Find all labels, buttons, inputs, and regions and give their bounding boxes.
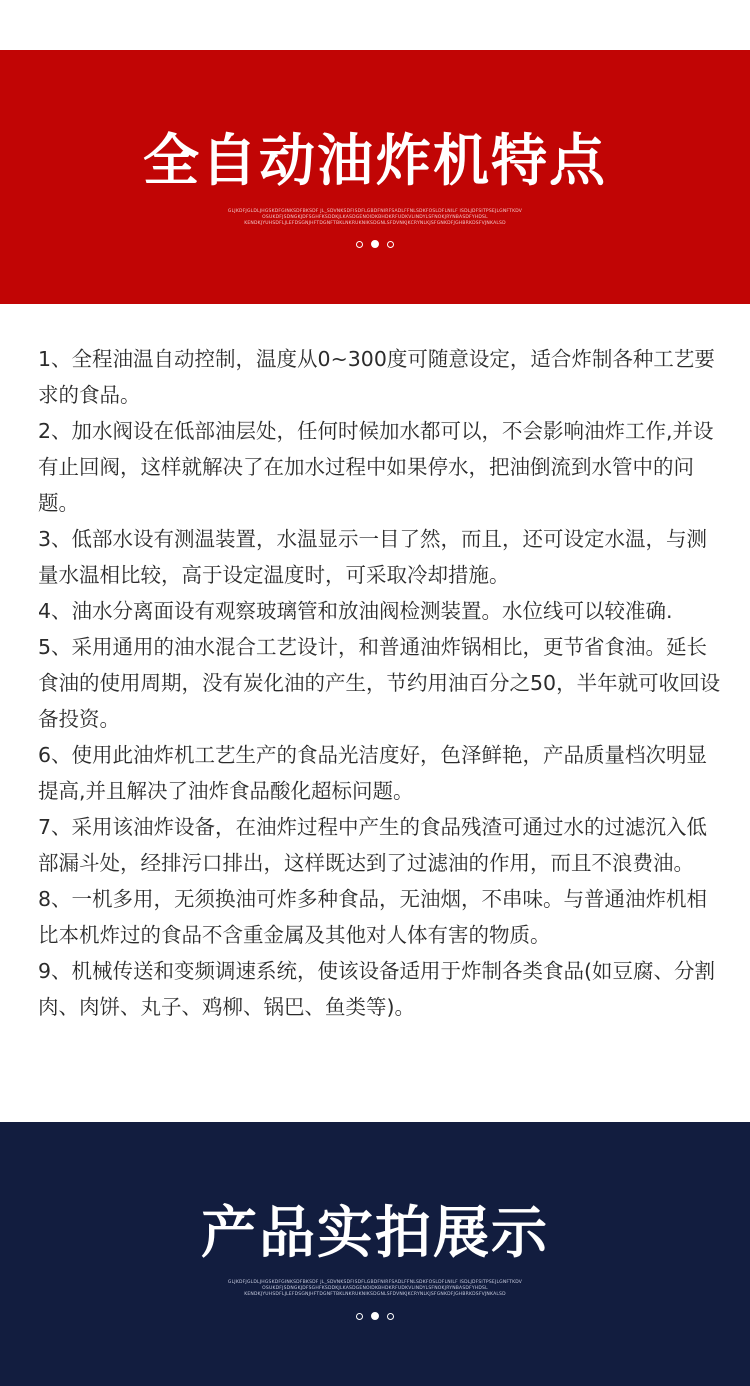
dot-outline-icon [387, 241, 394, 248]
features-header-banner [0, 50, 750, 304]
decorative-text-line: KENDKJYUHSDFLJLEFDSGNJHFTDGNFTBKLNKRUKNIKSDGNLSFDVNKJKCRYNLKJSFGNKDFJGHBRKDSFVJNKALSD [244, 1292, 506, 1297]
dot-outline-icon [356, 241, 363, 248]
decorative-text-line: GLJKDFJGLDLJHGSKDFGINKSDFBKSDF JL_SDVNKSDFISDFLGBDFNIRFSADLFFNLSDKFOSLDFLNILF ISDLJDFSITPSEJLGNFTKDV [227, 1280, 523, 1285]
features-section-title: 全自动油炸机特点 [143, 129, 607, 194]
feature-item: 6、使用此油炸机工艺生产的食品光洁度好，色泽鲜艳，产品质量档次明显提高,并且解决了油炸食品酸化超标问题。 [38, 743, 708, 803]
decorative-text-line: OSUKDFJSDNGKJDFSGHFKSDDKJLKASDGENOIDKBHDKRFUDKVLINDYLSFNOKJRYNBASDFYHDSL [262, 1286, 488, 1291]
feature-item: 5、采用通用的油水混合工艺设计，和普通油炸锅相比，更节省食油。延长食油的使用周期，没有炭化油的产生，节约用油百分之50，半年就可收回设备投资。 [38, 635, 721, 731]
feature-list [38, 341, 722, 1025]
decorative-text-block [0, 1280, 750, 1298]
dot-filled-icon [371, 1312, 379, 1320]
pagination-dots [0, 1312, 750, 1320]
decorative-text-line: GLJKDFJGLDLJHGSKDFGINKSDFBKSDF JL_SDVNKSDFISDFLGBDFNIRFSADLFFNLSDKFOSLDFLNILF ISDLJDFSITPSEJLGNFTKDV [227, 209, 523, 214]
feature-item: 9、机械传送和变频调速系统，使该设备适用于炸制各类食品(如豆腐、分割肉、肉饼、丸子、鸡柳、锅巴、鱼类等)。 [38, 959, 716, 1019]
feature-item: 1、全程油温自动控制，温度从0~300度可随意设定，适合炸制各种工艺要求的食品。 [38, 347, 715, 407]
feature-item: 2、加水阀设在低部油层处，任何时候加水都可以，不会影响油炸工作,并设有止回阀，这样就解决了在加水过程中如果停水，把油倒流到水管中的问题。 [38, 419, 714, 515]
decorative-text-block [0, 209, 750, 227]
product-photos-header-banner [0, 1122, 750, 1386]
dot-outline-icon [387, 1313, 394, 1320]
feature-item: 4、油水分离面设有观察玻璃管和放油阀检测装置。水位线可以较准确. [38, 599, 673, 623]
pagination-dots [0, 240, 750, 248]
feature-item: 3、低部水设有测温装置，水温显示一目了然，而且，还可设定水温，与测量水温相比较，高于设定温度时，可采取冷却措施。 [38, 527, 708, 587]
decorative-text-line: OSUKDFJSDNGKJDFSGHFKSDDKJLKASDGENOIDKBHDKRFUDKVLINDYLSFNOKJRYNBASDFYHDSL [262, 215, 488, 220]
dot-outline-icon [356, 1313, 363, 1320]
feature-item: 8、一机多用，无须换油可炸多种食品，无油烟，不串味。与普通油炸机相比本机炸过的食品不含重金属及其他对人体有害的物质。 [38, 887, 708, 947]
feature-item: 7、采用该油炸设备，在油炸过程中产生的食品残渣可通过水的过滤沉入低部漏斗处，经排污口排出，这样既达到了过滤油的作用，而且不浪费油。 [38, 815, 708, 875]
dot-filled-icon [371, 240, 379, 248]
product-photos-section-title: 产品实拍展示 [201, 1201, 549, 1266]
decorative-text-line: KENDKJYUHSDFLJLEFDSGNJHFTDGNFTBKLNKRUKNIKSDGNLSFDVNKJKCRYNLKJSFGNKDFJGHBRKDSFVJNKALSD [244, 221, 506, 226]
